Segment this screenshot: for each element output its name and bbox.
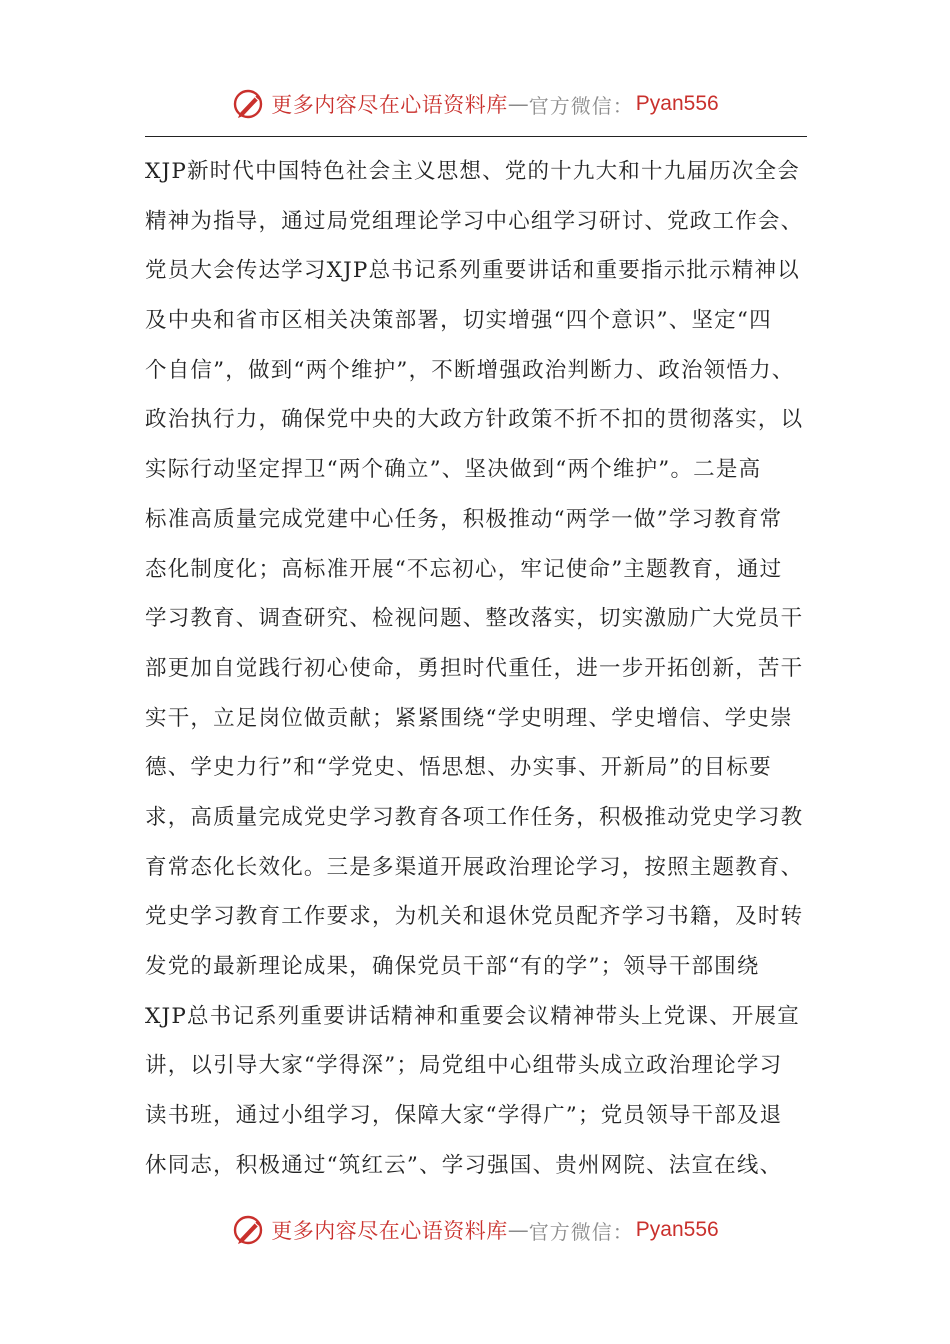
footer-wechat-label: 官方微信： bbox=[528, 1219, 634, 1244]
body-line: XJP总书记系列重要讲话精神和重要会议精神带头上党课、开展宣 bbox=[145, 1003, 800, 1029]
header-wechat-id: Pyan556 bbox=[635, 92, 719, 115]
body-line: 政治执行力，确保党中央的大政方针政策不折不扣的贯彻落实，以 bbox=[145, 407, 804, 433]
header-separator: — bbox=[507, 92, 529, 116]
body-line: 德、学史力行”和“学党史、悟思想、办实事、开新局”的目标要 bbox=[145, 755, 772, 781]
body-line: 求，高质量完成党史学习教育各项工作任务，积极推动党史学习教 bbox=[145, 804, 804, 830]
body-line: 学习教育、调查研究、检视问题、整改落实，切实激励广大党员干 bbox=[145, 606, 804, 632]
body-line: 精神为指导，通过局党组理论学习中心组学习研讨、党政工作会、 bbox=[145, 208, 804, 234]
footer-brand-text: 更多内容尽在心语资料库 bbox=[271, 1219, 508, 1243]
footer-separator: — bbox=[507, 1218, 529, 1242]
body-line: 发党的最新理论成果，确保党员干部“有的学”；领导干部围绕 bbox=[145, 954, 760, 979]
body-line: 休同志，积极通过“筑红云”、学习强国、贵州网院、法宣在线、 bbox=[145, 1152, 783, 1178]
body-line: 实干，立足岗位做贡献；紧紧围绕“学史明理、学史增信、学史崇 bbox=[145, 705, 793, 731]
pen-logo-icon bbox=[231, 86, 267, 122]
footer-wechat-id: Pyan556 bbox=[635, 1218, 719, 1241]
body-line: 及中央和省市区相关决策部署，切实增强“四个意识”、坚定“四 bbox=[145, 308, 772, 334]
footer-banner bbox=[0, 1210, 950, 1250]
body-line: 实际行动坚定捍卫“两个确立”、坚决做到“两个维护”。二是高 bbox=[145, 457, 762, 483]
header-wechat-label: 官方微信： bbox=[528, 93, 634, 118]
body-line: 标准高质量完成党建中心任务，积极推动“两学一做”学习教育常 bbox=[145, 506, 783, 532]
header-divider bbox=[145, 136, 807, 137]
body-line: XJP新时代中国特色社会主义思想、党的十九大和十九届历次全会 bbox=[145, 159, 800, 184]
pen-logo-icon bbox=[231, 1212, 267, 1248]
body-line: 育常态化长效化。三是多渠道开展政治理论学习，按照主题教育、 bbox=[145, 854, 804, 880]
body-line: 读书班，通过小组学习，保障大家“学得广”；党员领导干部及退 bbox=[145, 1103, 783, 1129]
body-line: 党史学习教育工作要求，为机关和退休党员配齐学习书籍，及时转 bbox=[145, 904, 804, 930]
body-line: 部更加自觉践行初心使命，勇担时代重任，进一步开拓创新，苦干 bbox=[145, 655, 804, 681]
body-line: 党员大会传达学习XJP总书记系列重要讲话和重要指示批示精神以 bbox=[145, 258, 800, 284]
body-line: 态化制度化；高标准开展“不忘初心，牢记使命”主题教育，通过 bbox=[145, 556, 783, 582]
header-banner bbox=[0, 84, 950, 124]
header-brand-text: 更多内容尽在心语资料库 bbox=[271, 93, 508, 117]
document-body bbox=[145, 150, 805, 1193]
body-line: 讲，以引导大家“学得深”；局党组中心组带头成立政治理论学习 bbox=[145, 1053, 783, 1079]
body-line: 个自信”，做到“两个维护”，不断增强政治判断力、政治领悟力、 bbox=[145, 357, 795, 383]
